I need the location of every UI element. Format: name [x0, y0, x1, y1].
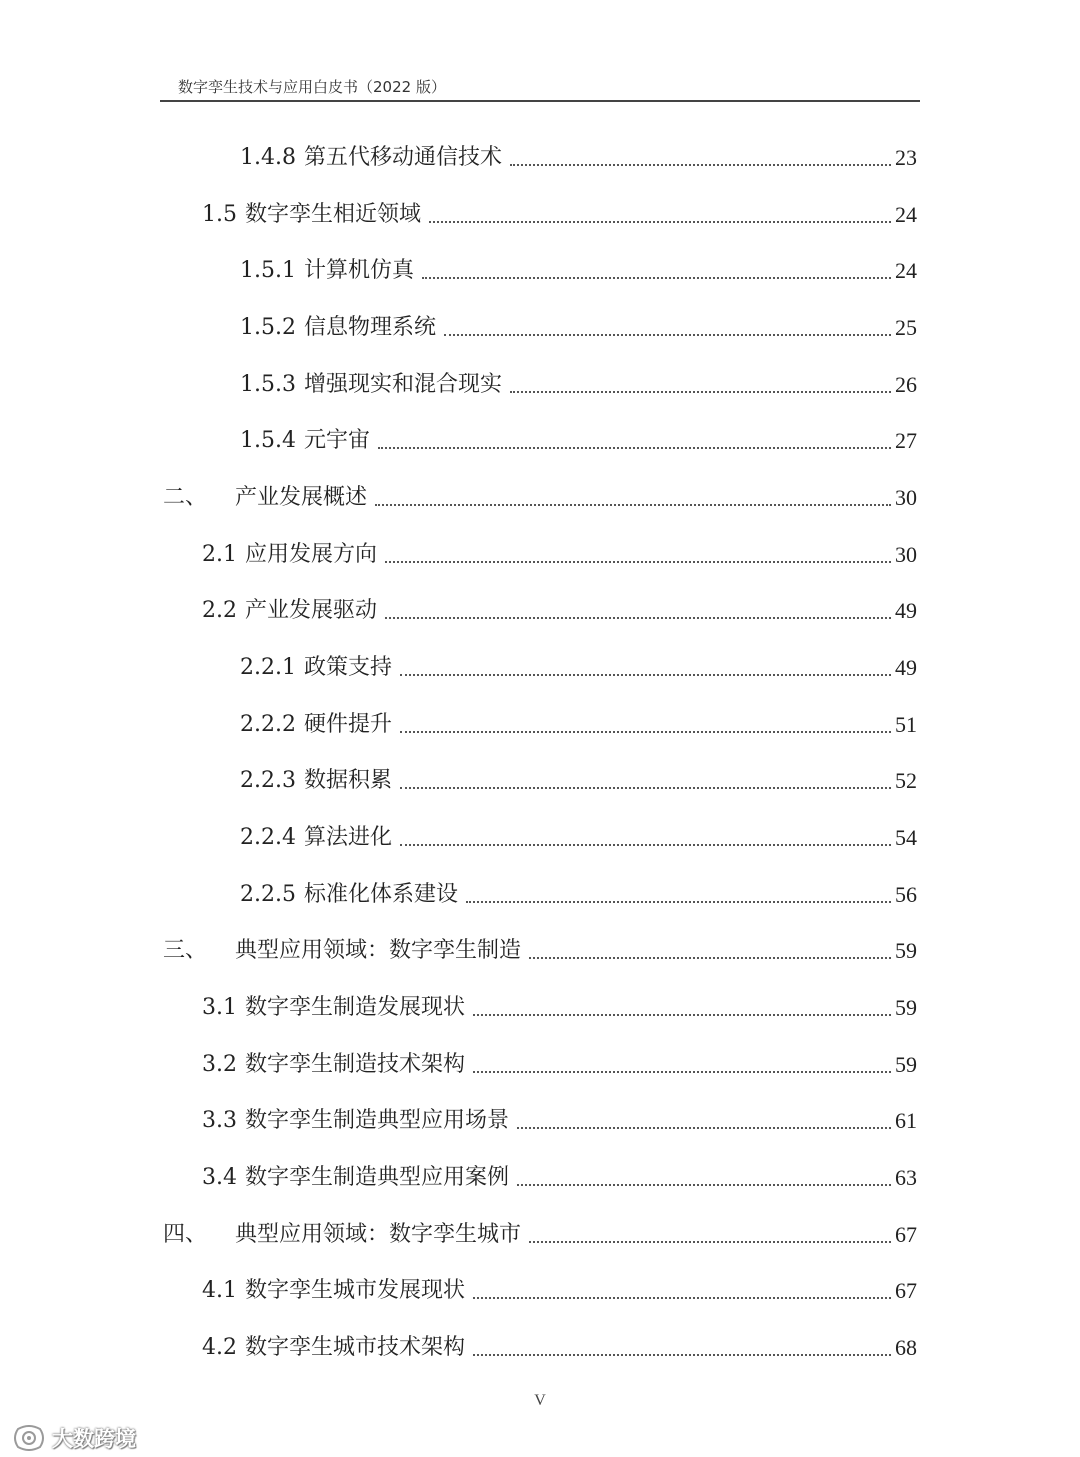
toc-title: 计算机仿真 — [303, 258, 414, 283]
page-number: V — [534, 1392, 546, 1409]
toc-number: 2.2.5 — [240, 882, 296, 907]
toc-entry-1-4-8[interactable] — [240, 141, 917, 175]
toc-page-number: 23 — [895, 145, 917, 170]
toc-leader-dots — [400, 731, 891, 733]
toc-title: 标准化体系建设 — [303, 882, 458, 907]
toc-title: 数字孪生制造典型应用场景 — [245, 1108, 510, 1133]
toc-title: 数字孪生制造典型应用案例 — [245, 1165, 510, 1190]
toc-title: 政策支持 — [303, 655, 392, 680]
toc-page-number: 30 — [895, 485, 917, 510]
toc-leader-dots — [422, 277, 891, 279]
toc-page-number: 59 — [895, 1052, 917, 1077]
toc-title: 产业发展驱动 — [245, 598, 378, 623]
toc-number: 3.2 — [202, 1052, 237, 1077]
toc-entry-2-2[interactable] — [202, 594, 917, 628]
toc-entry-4-2[interactable] — [202, 1331, 917, 1365]
running-header: 数字孪生技术与应用白皮书（2022 版） — [178, 78, 446, 96]
toc-entry-2-1[interactable] — [202, 538, 917, 572]
toc-leader-dots — [473, 1071, 891, 1073]
toc-title: 信息物理系统 — [303, 315, 436, 340]
toc-leader-dots — [473, 1354, 891, 1356]
toc-page-number: 51 — [895, 712, 917, 737]
toc-page-number: 25 — [895, 315, 917, 340]
toc-number: 3.1 — [202, 995, 237, 1020]
toc-entry-1-5-2[interactable] — [240, 311, 917, 345]
toc-entry-2-2-3[interactable] — [240, 764, 917, 798]
toc-title: 典型应用领域：数字孪生制造 — [235, 938, 522, 963]
toc-leader-dots — [510, 164, 891, 166]
toc-number: 1.4.8 — [240, 145, 296, 170]
toc-entry-3-1[interactable] — [202, 991, 917, 1025]
toc-leader-dots — [385, 617, 891, 619]
toc-number: 1.5.4 — [240, 428, 296, 453]
toc-number: 1.5.1 — [240, 258, 296, 283]
toc-title: 产业发展概述 — [235, 485, 368, 510]
toc-number: 1.5.2 — [240, 315, 296, 340]
toc-entry-chapter-3[interactable] — [163, 934, 917, 968]
toc-entry-1-5[interactable] — [202, 198, 917, 232]
toc-leader-dots — [529, 957, 891, 959]
toc-title: 应用发展方向 — [245, 542, 378, 567]
toc-number: 1.5 — [202, 202, 237, 227]
toc-number: 2.2 — [202, 598, 237, 623]
toc-leader-dots — [517, 1127, 891, 1129]
toc-leader-dots — [400, 787, 891, 789]
toc-number: 4.2 — [202, 1335, 237, 1360]
toc-number: 2.2.3 — [240, 768, 296, 793]
toc-number: 四、 — [163, 1222, 208, 1247]
toc-page-number: 52 — [895, 768, 917, 793]
toc-page-number: 67 — [895, 1278, 917, 1303]
toc-page-number: 67 — [895, 1222, 917, 1247]
toc-number: 2.2.2 — [240, 712, 296, 737]
toc-leader-dots — [473, 1014, 891, 1016]
toc-leader-dots — [429, 221, 891, 223]
toc-title: 第五代移动通信技术 — [303, 145, 502, 170]
toc-entry-chapter-2[interactable] — [163, 481, 917, 515]
watermark-text: 大数跨境 — [52, 1427, 136, 1451]
toc-leader-dots — [400, 844, 891, 846]
toc-number: 4.1 — [202, 1278, 237, 1303]
toc-entry-4-1[interactable] — [202, 1274, 917, 1308]
toc-leader-dots — [385, 561, 891, 563]
toc-leader-dots — [529, 1241, 891, 1243]
toc-page-number: 63 — [895, 1165, 917, 1190]
toc-page-number: 56 — [895, 882, 917, 907]
toc-title: 数字孪生制造技术架构 — [245, 1052, 466, 1077]
toc-leader-dots — [378, 447, 891, 449]
toc-number: 2.1 — [202, 542, 237, 567]
toc-page-number: 49 — [895, 598, 917, 623]
toc-number: 3.4 — [202, 1165, 237, 1190]
toc-entry-chapter-4[interactable] — [163, 1218, 917, 1252]
toc-page-number: 59 — [895, 938, 917, 963]
toc-entry-2-2-1[interactable] — [240, 651, 917, 685]
toc-page-number: 24 — [895, 258, 917, 283]
toc-number: 1.5.3 — [240, 372, 296, 397]
toc-title: 算法进化 — [303, 825, 392, 850]
toc-number: 2.2.1 — [240, 655, 296, 680]
toc-title: 数字孪生相近领域 — [245, 202, 422, 227]
toc-page-number: 27 — [895, 428, 917, 453]
toc-number: 二、 — [163, 485, 208, 510]
toc-title: 典型应用领域：数字孪生城市 — [235, 1222, 522, 1247]
toc-page-number: 54 — [895, 825, 917, 850]
toc-title: 硬件提升 — [303, 712, 392, 737]
toc-entry-1-5-1[interactable] — [240, 254, 917, 288]
toc-title: 数据积累 — [303, 768, 392, 793]
toc-entry-3-4[interactable] — [202, 1161, 917, 1195]
toc-entry-3-3[interactable] — [202, 1104, 917, 1138]
toc-page-number: 59 — [895, 995, 917, 1020]
toc-leader-dots — [517, 1184, 891, 1186]
toc-title: 数字孪生城市技术架构 — [245, 1335, 466, 1360]
toc-title: 数字孪生城市发展现状 — [245, 1278, 466, 1303]
toc-leader-dots — [473, 1297, 891, 1299]
toc-leader-dots — [444, 334, 891, 336]
toc-entry-1-5-3[interactable] — [240, 368, 917, 402]
toc-leader-dots — [375, 504, 891, 506]
toc-page-number: 68 — [895, 1335, 917, 1360]
toc-entry-2-2-2[interactable] — [240, 708, 917, 742]
toc-leader-dots — [400, 674, 891, 676]
toc-title: 数字孪生制造发展现状 — [245, 995, 466, 1020]
toc-entry-3-2[interactable] — [202, 1048, 917, 1082]
toc-page-number: 24 — [895, 202, 917, 227]
toc-entry-1-5-4[interactable] — [240, 424, 917, 458]
toc-number: 2.2.4 — [240, 825, 296, 850]
toc-page-number: 26 — [895, 372, 917, 397]
toc-page-number: 49 — [895, 655, 917, 680]
watermark — [12, 1423, 136, 1453]
toc-entry-2-2-5[interactable] — [240, 878, 917, 912]
camera-logo-icon — [12, 1425, 46, 1451]
toc-entry-2-2-4[interactable] — [240, 821, 917, 855]
toc-number: 三、 — [163, 938, 208, 963]
toc-title: 元宇宙 — [303, 428, 370, 453]
toc-title: 增强现实和混合现实 — [303, 372, 502, 397]
toc-leader-dots — [466, 901, 891, 903]
toc-page-number: 30 — [895, 542, 917, 567]
toc-leader-dots — [510, 391, 891, 393]
toc-number: 3.3 — [202, 1108, 237, 1133]
toc-page-number: 61 — [895, 1108, 917, 1133]
